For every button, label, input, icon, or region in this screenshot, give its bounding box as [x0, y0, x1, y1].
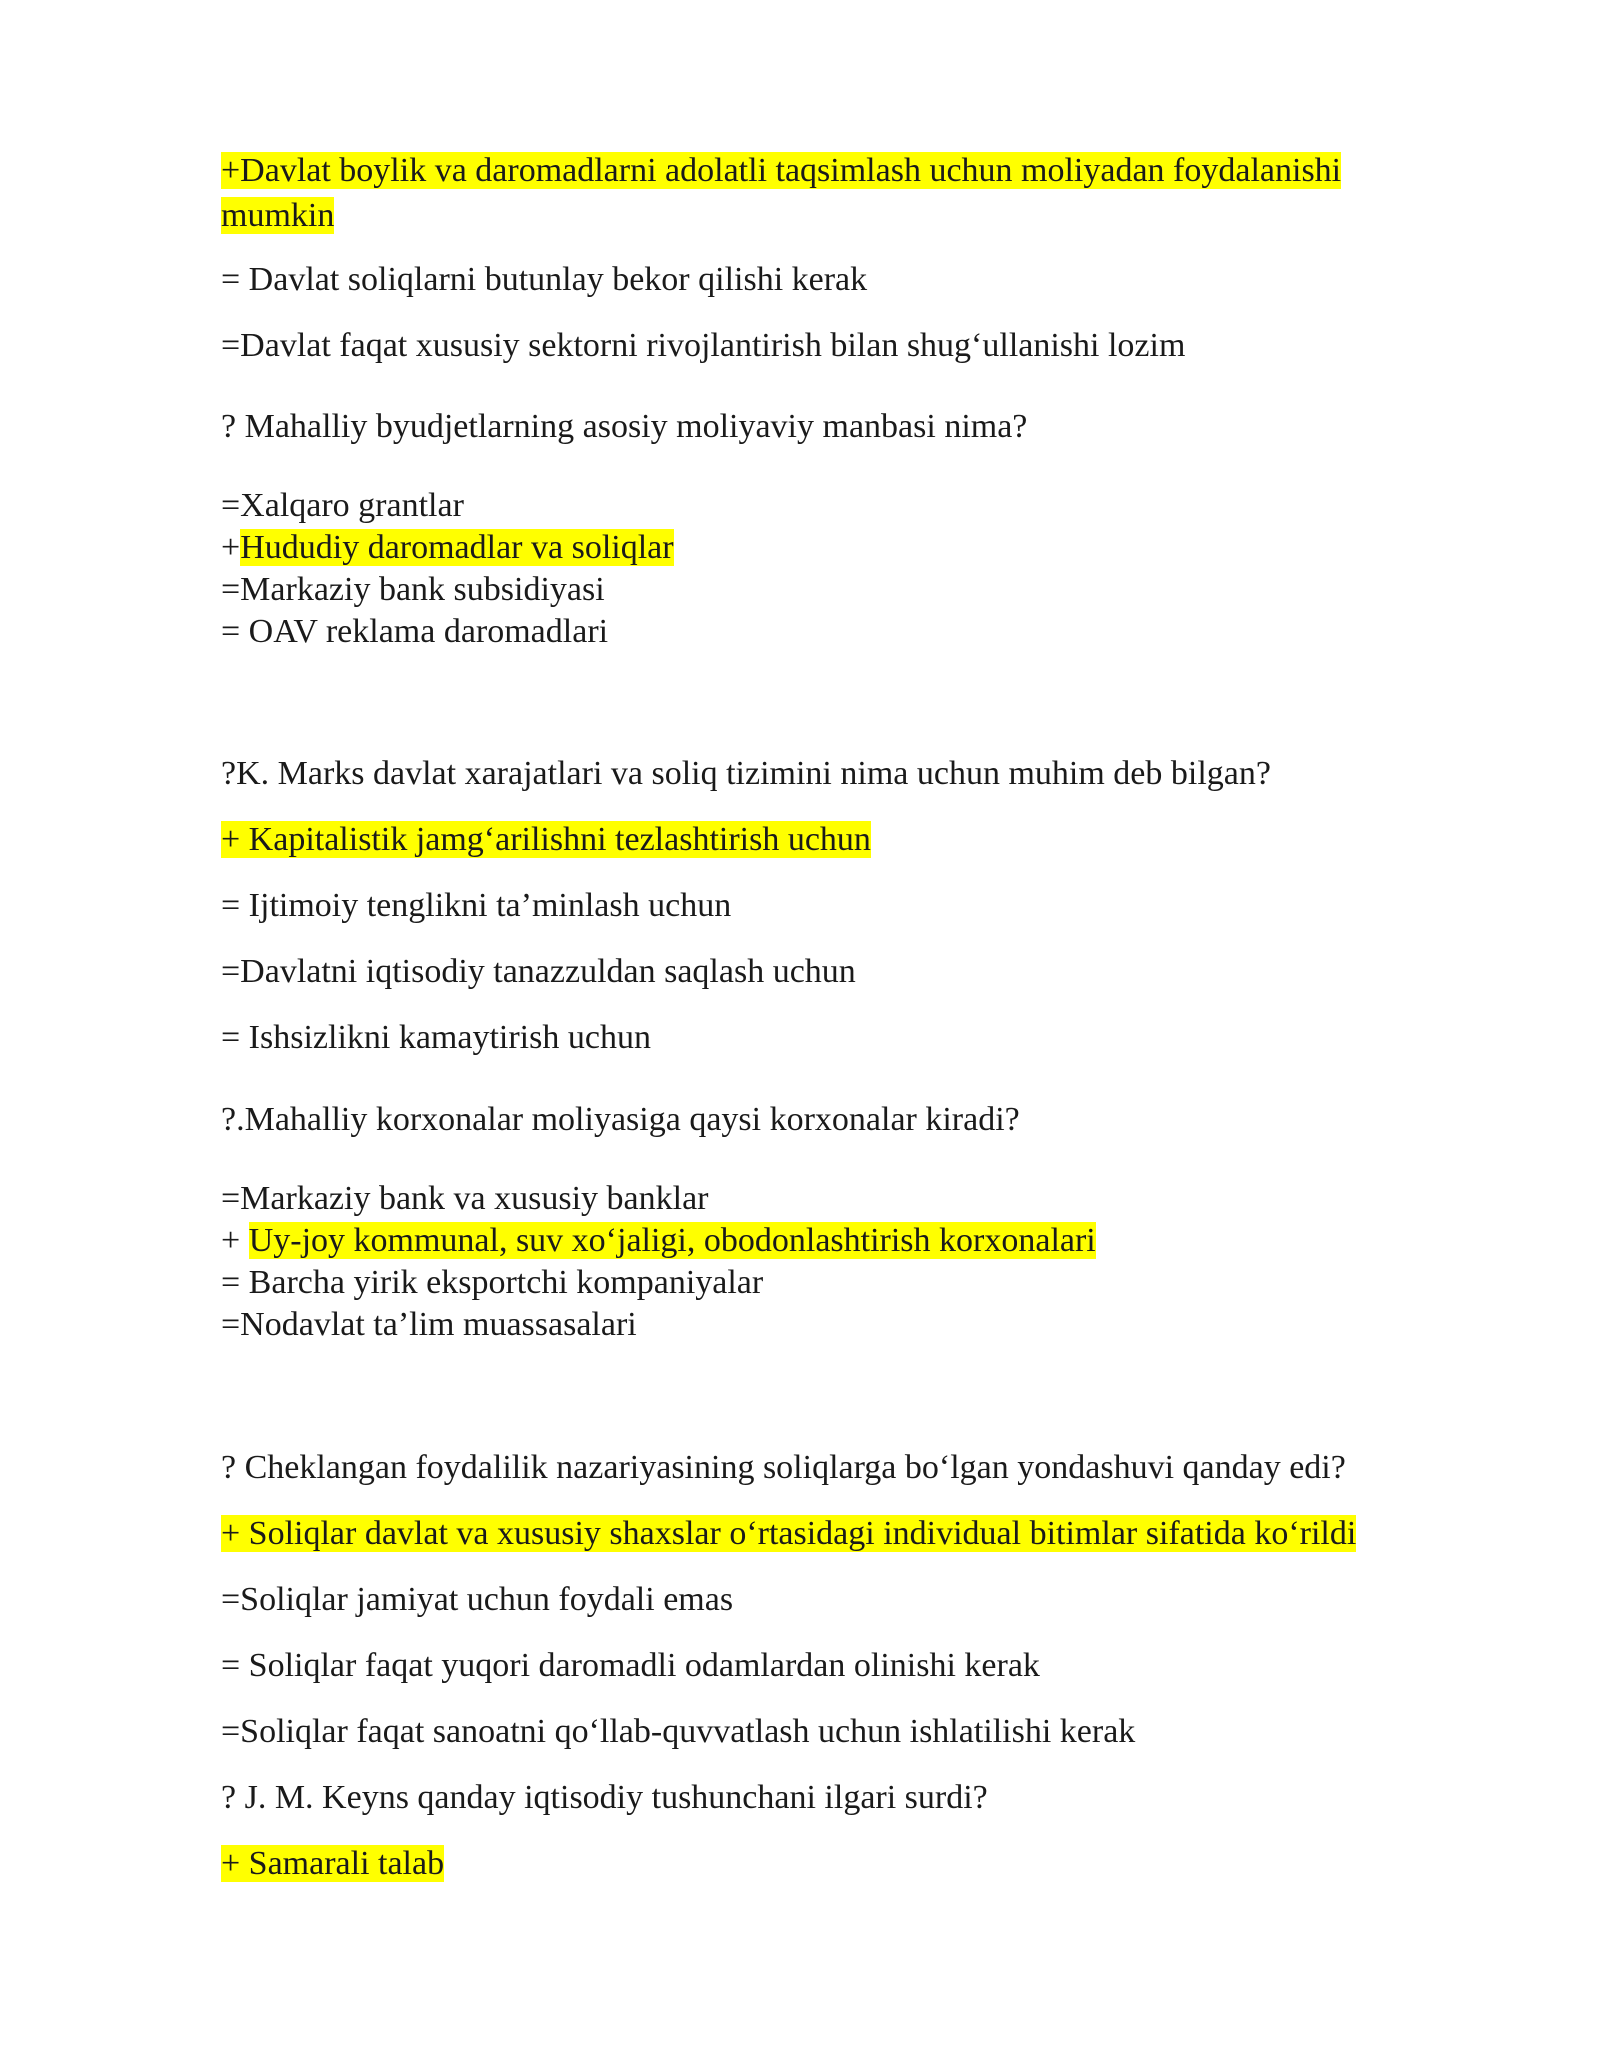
answer-option: =Soliqlar jamiyat uchun foydali emas: [221, 1581, 734, 1618]
highlight: Hududiy daromadlar va soliqlar: [240, 529, 674, 566]
answer-option: = Ishsizlikni kamaytirish uchun: [221, 1019, 651, 1056]
answer-option: = Barcha yirik eksportchi kompaniyalar: [221, 1264, 764, 1301]
answer-option: = OAV reklama daromadlari: [221, 613, 609, 650]
answer-correct-line: [221, 1219, 1096, 1263]
answer-prefix: +: [221, 529, 241, 566]
highlight: + Samarali talab: [221, 1845, 445, 1882]
question-text: ?.Mahalliy korxonalar moliyasiga qaysi korxonalar kiradi?: [221, 1101, 1020, 1138]
answer-option: =Xalqaro grantlar: [221, 487, 464, 524]
highlight: mumkin: [221, 197, 335, 234]
answer-option: = Soliqlar faqat yuqori daromadli odamlardan olinishi kerak: [221, 1647, 1040, 1684]
question-text: ?K. Marks davlat xarajatlari va soliq tizimini nima uchun muhim deb bilgan?: [221, 755, 1271, 792]
answer-correct-line: [221, 1512, 1356, 1556]
answer-correct-line: [221, 149, 1341, 193]
highlight: Uy-joy kommunal, suv xo‘jaligi, obodonlashtirish korxonalari: [248, 1222, 1096, 1259]
answer-option: = Davlat soliqlarni butunlay bekor qilishi kerak: [221, 261, 868, 298]
highlight: +Davlat boylik va daromadlarni adolatli taqsimlash uchun moliyadan foydalanishi: [221, 152, 1342, 189]
answer-correct-line-continued: [221, 194, 334, 238]
answer-option: =Davlat faqat xususiy sektorni rivojlantirish bilan shug‘ullanishi lozim: [221, 327, 1186, 364]
question-text: ? Mahalliy byudjetlarning asosiy moliyaviy manbasi nima?: [221, 408, 1028, 445]
answer-correct-line: [221, 526, 674, 570]
question-text: ? J. M. Keyns qanday iqtisodiy tushunchani ilgari surdi?: [221, 1779, 988, 1816]
answer-prefix: +: [221, 1222, 249, 1259]
highlight: + Kapitalistik jamg‘arilishni tezlashtirish uchun: [221, 821, 871, 858]
question-text: ? Cheklangan foydalilik nazariyasining soliqlarga bo‘lgan yondashuvi qanday edi?: [221, 1449, 1346, 1486]
highlight: + Soliqlar davlat va xususiy shaxslar o‘rtasidagi individual bitimlar sifatida ko‘rildi: [221, 1515, 1357, 1552]
answer-option: = Ijtimoiy tenglikni ta’minlash uchun: [221, 887, 732, 924]
answer-option: =Nodavlat ta’lim muassasalari: [221, 1306, 637, 1343]
answer-option: =Markaziy bank va xususiy banklar: [221, 1180, 709, 1217]
answer-option: =Markaziy bank subsidiyasi: [221, 571, 605, 608]
answer-correct-line: [221, 818, 871, 862]
answer-option: =Soliqlar faqat sanoatni qo‘llab-quvvatlash uchun ishlatilishi kerak: [221, 1713, 1136, 1750]
answer-option: =Davlatni iqtisodiy tanazzuldan saqlash uchun: [221, 953, 856, 990]
answer-correct-line: [221, 1842, 444, 1886]
